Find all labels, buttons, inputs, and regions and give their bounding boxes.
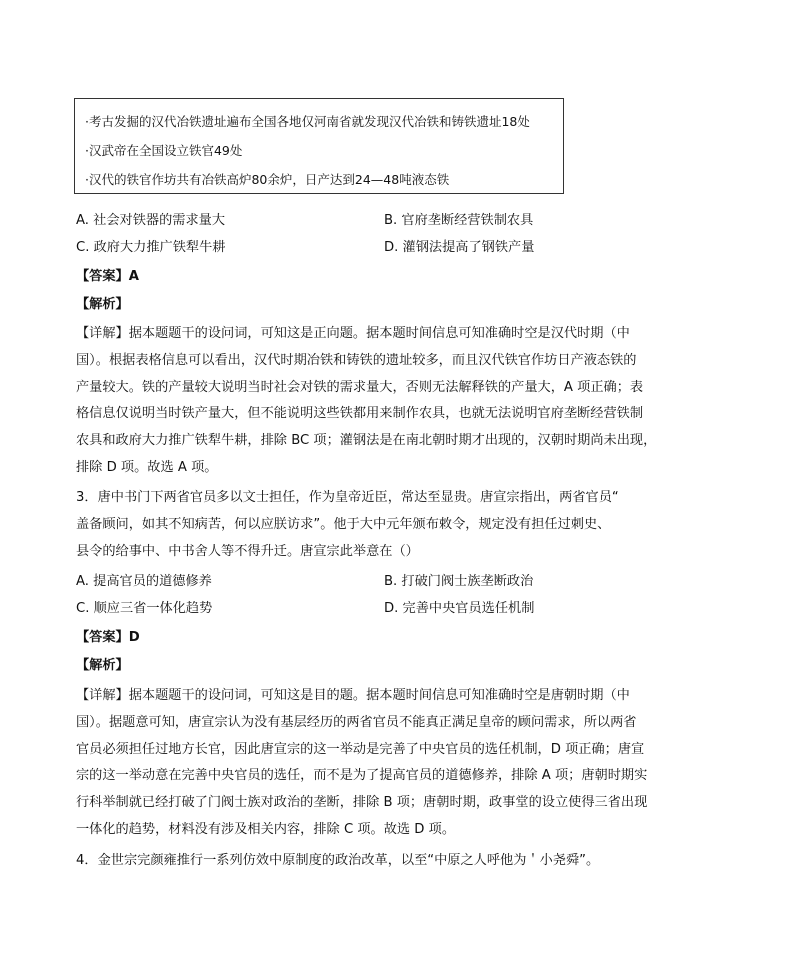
material-row: ·考古发掘的汉代冶铁遗址遍布全国各地仅河南省就发现汉代冶铁和铸铁遗址18处 [85, 114, 530, 129]
q3-option-a: A. 提高官员的道德修养 [76, 574, 212, 589]
q2-option-d: D. 灌钢法提高了钢铁产量 [384, 240, 535, 255]
q2-analysis-label: 【解析】 [76, 297, 129, 312]
stem-line: 盖备顾问，如其不知病苦，何以应朕访求”。他于大中元年颁布敕令，规定没有担任过刺史、 [76, 516, 611, 532]
q2-option-a: A. 社会对铁器的需求量大 [76, 213, 226, 228]
q3-option-c: C. 顺应三省一体化趋势 [76, 601, 213, 616]
detail-line: 格信息仅说明当时铁产量大，但不能说明这些铁都用来制作农具，也就无法说明官府垄断经营铁制 [76, 406, 644, 422]
q3-answer: 【答案】D [76, 630, 140, 645]
stem-line: 3．唐中书门下两省官员多以文士担任，作为皇帝近臣，常达至显贵。唐宣宗指出，两省官员“ [76, 490, 619, 505]
q2-option-c: C. 政府大力推广铁犁牛耕 [76, 240, 226, 255]
detail-line: 【详解】据本题题干的设问词，可知这是正向题。据本题时间信息可知准确时空是汉代时期（中 [76, 326, 630, 341]
q3-option-d: D. 完善中央官员选任机制 [384, 601, 535, 616]
q2-option-b: B. 官府垄断经营铁制农具 [384, 213, 534, 228]
detail-line: 一体化的趋势，材料没有涉及相关内容，排除 C 项。故选 D 项。 [76, 821, 456, 837]
material-table [74, 98, 564, 194]
stem-line: 县令的给事中、中书舍人等不得升迁。唐宣宗此举意在（） [76, 543, 419, 559]
q3-stem [76, 485, 676, 565]
material-row: ·汉武帝在全国设立铁官49处 [85, 143, 243, 158]
q3-option-b: B. 打破门阀士族垄断政治 [384, 574, 534, 589]
detail-line: 产量较大。铁的产量较大说明当时社会对铁的需求量大，否则无法解释铁的产量大，A 项正确；表 [76, 379, 644, 395]
q3-detail [76, 683, 676, 844]
detail-line: 国）。据题意可知，唐宣宗认为没有基层经历的两省官员不能真正满足皇帝的顾问需求，所以两省 [76, 714, 637, 730]
material-row: ·汉代的铁官作坊共有冶铁高炉80余炉，日产达到24—48吨液态铁 [85, 172, 450, 187]
detail-line: 【详解】据本题题干的设问词，可知这是目的题。据本题时间信息可知准确时空是唐朝时期（中 [76, 688, 630, 703]
q2-detail [76, 321, 676, 482]
detail-line: 宗的这一举动意在完善中央官员的选任，而不是为了提高官员的道德修养，排除 A 项；唐朝时期实 [76, 768, 648, 784]
q2-answer: 【答案】A [76, 269, 139, 284]
q4-stem: 4．金世宗完颜雍推行一系列仿效中原制度的政治改革，以至“中原之人呼他为＇小尧舜”。 [76, 853, 600, 868]
detail-line: 国）。根据表格信息可以看出，汉代时期冶铁和铸铁的遗址较多，而且汉代铁官作坊日产液态铁的 [76, 352, 637, 368]
q3-analysis-label: 【解析】 [76, 658, 129, 673]
detail-line: 官员必须担任过地方长官，因此唐宣宗的这一举动是完善了中央官员的选任机制，D 项正确；唐宣 [76, 741, 645, 757]
detail-line: 农具和政府大力推广铁犁牛耕，排除 BC 项；灌钢法是在南北朝时期才出现的，汉朝时期尚未出现， [76, 433, 657, 449]
detail-line: 排除 D 项。故选 A 项。 [76, 459, 218, 475]
detail-line: 行科举制就已经打破了门阀士族对政治的垄断，排除 B 项；唐朝时期，政事堂的设立使得三省出现 [76, 795, 648, 811]
